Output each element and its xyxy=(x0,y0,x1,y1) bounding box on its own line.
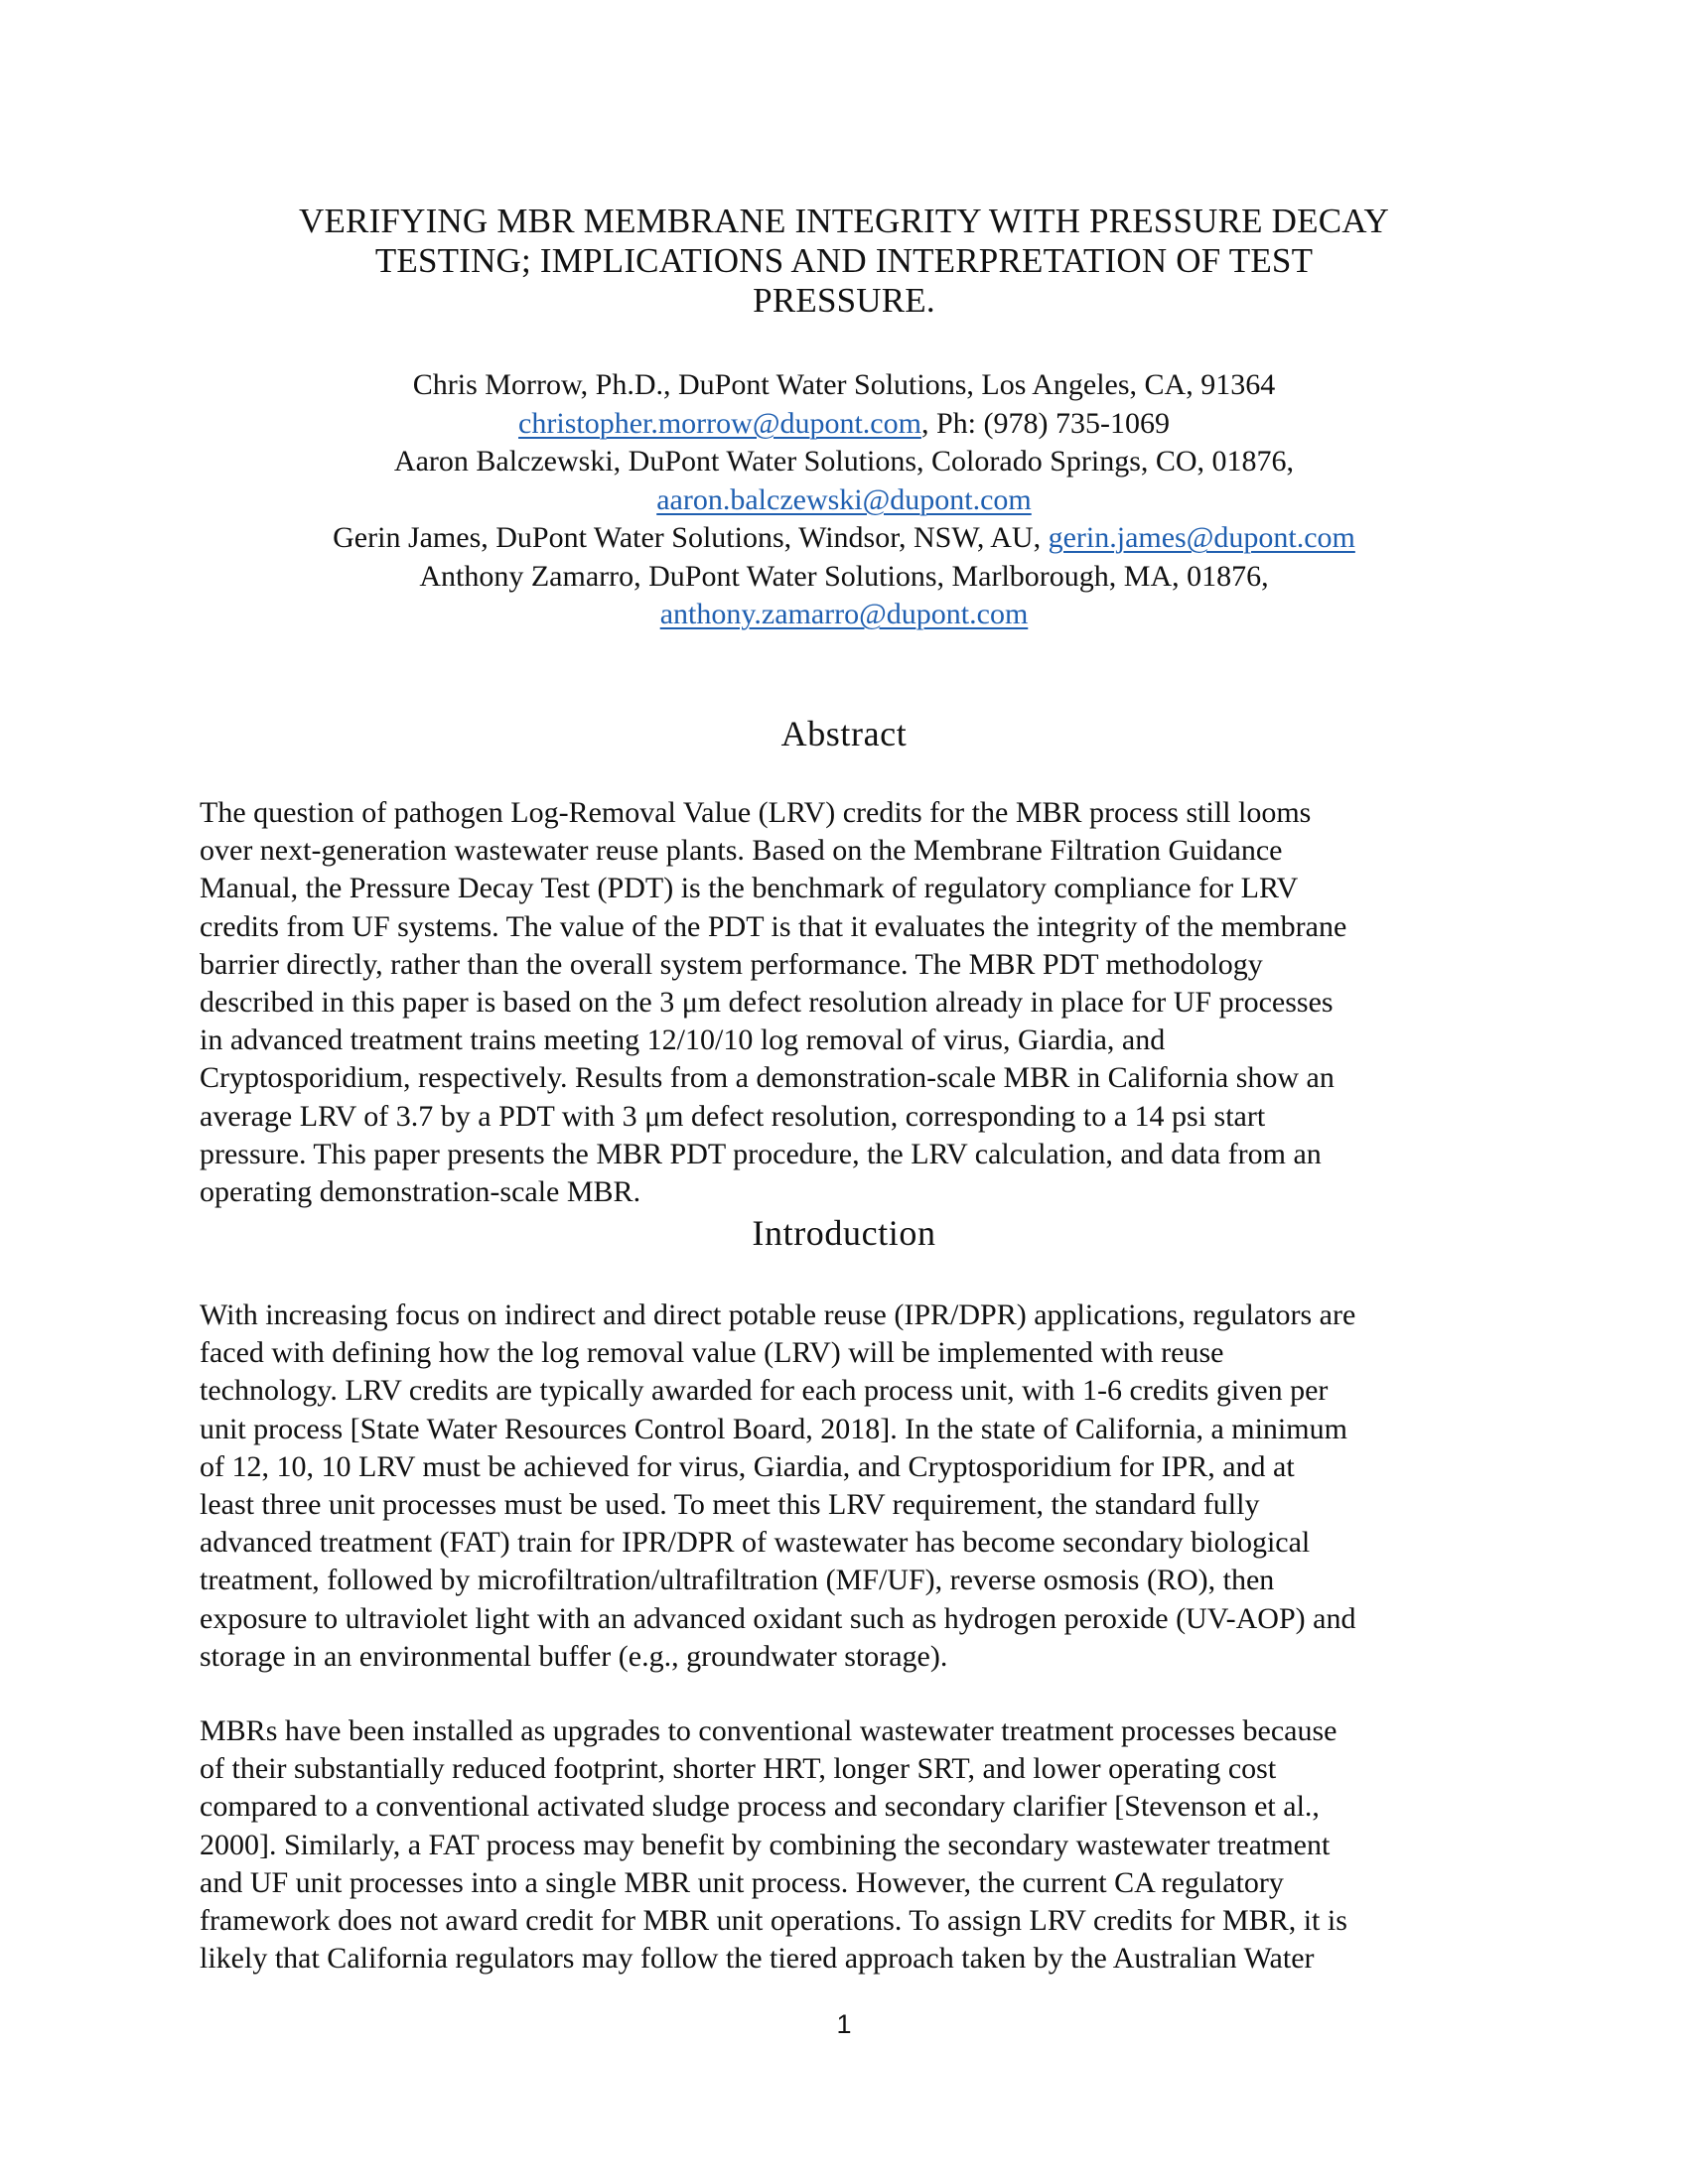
author-affiliation-text: Anthony Zamarro, DuPont Water Solutions, Marlborough, MA, 01876, xyxy=(419,559,1269,593)
author-email-link[interactable]: gerin.james@dupont.com xyxy=(1048,521,1355,554)
abstract-line: credits from UF systems. The value of the PDT is that it evaluates the integrity of the membrane xyxy=(200,909,1347,943)
title-line: TESTING; IMPLICATIONS AND INTERPRETATION OF TEST xyxy=(374,241,1314,280)
abstract-line: Manual, the Pressure Decay Test (PDT) is the benchmark of regulatory compliance for LRV xyxy=(200,872,1299,905)
author-line xyxy=(149,366,1539,405)
author-email-link[interactable]: aaron.balczewski@dupont.com xyxy=(656,482,1032,516)
author-affiliation-text: Chris Morrow, Ph.D., DuPont Water Solutions, Los Angeles, CA, 91364 xyxy=(412,368,1276,401)
abstract-line: The question of pathogen Log-Removal Value (LRV) credits for the MBR process still looms xyxy=(200,796,1312,829)
paragraph-line: advanced treatment (FAT) train for IPR/DPR of wastewater has become secondary biological xyxy=(200,1526,1311,1560)
paragraph-line: unit process [State Water Resources Control Board, 2018]. In the state of California, a minimum xyxy=(200,1412,1347,1445)
paragraph-line: With increasing focus on indirect and direct potable reuse (IPR/DPR) applications, regulators are xyxy=(200,1298,1356,1331)
author-line xyxy=(149,443,1539,481)
paper-title xyxy=(149,202,1539,321)
abstract-line: over next-generation wastewater reuse plants. Based on the Membrane Filtration Guidance xyxy=(200,834,1283,868)
abstract-line: pressure. This paper presents the MBR PDT procedure, the LRV calculation, and data from an xyxy=(200,1137,1322,1170)
abstract-line: Cryptosporidium, respectively. Results from a demonstration-scale MBR in California show an xyxy=(200,1061,1335,1095)
author-email-link[interactable]: christopher.morrow@dupont.com xyxy=(518,406,921,440)
paragraph-line: faced with defining how the log removal value (LRV) will be implemented with reuse xyxy=(200,1336,1224,1370)
author-line xyxy=(149,405,1539,444)
paragraph-line: exposure to ultraviolet light with an advanced oxidant such as hydrogen peroxide (UV-AOP) and xyxy=(200,1601,1356,1635)
abstract-line: in advanced treatment trains meeting 12/10/10 log removal of virus, Giardia, and xyxy=(200,1024,1166,1057)
paragraph-line: technology. LRV credits are typically awarded for each process unit, with 1-6 credits given per xyxy=(200,1374,1329,1408)
paragraph-line: and UF unit processes into a single MBR unit process. However, the current CA regulatory xyxy=(200,1865,1284,1899)
paragraph-line: storage in an environmental buffer (e.g., groundwater storage). xyxy=(200,1639,948,1673)
introduction-heading: Introduction xyxy=(752,1213,936,1253)
paragraph-line: framework does not award credit for MBR unit operations. To assign LRV credits for MBR, it is xyxy=(200,1904,1347,1938)
page-number: 1 xyxy=(836,2009,852,2039)
author-line xyxy=(149,558,1539,597)
title-line: VERIFYING MBR MEMBRANE INTEGRITY WITH PRESSURE DECAY xyxy=(298,202,1390,240)
paragraph-line: least three unit processes must be used. To meet this LRV requirement, the standard fully xyxy=(200,1488,1260,1522)
author-affiliation-text: , Ph: (978) 735-1069 xyxy=(920,406,1170,440)
paragraph-line: likely that California regulators may follow the tiered approach taken by the Australian Water xyxy=(200,1942,1315,1976)
abstract-heading: Abstract xyxy=(780,714,908,753)
paragraph-line: of their substantially reduced footprint, shorter HRT, longer SRT, and lower operating cost xyxy=(200,1752,1277,1786)
author-email-link[interactable]: anthony.zamarro@dupont.com xyxy=(659,598,1029,630)
abstract-line: barrier directly, rather than the overall system performance. The MBR PDT methodology xyxy=(200,947,1263,981)
paragraph-line: MBRs have been installed as upgrades to conventional wastewater treatment processes because xyxy=(200,1714,1337,1747)
author-line xyxy=(149,519,1539,558)
author-block xyxy=(149,366,1539,634)
author-line xyxy=(149,481,1539,520)
paragraph-line: of 12, 10, 10 LRV must be achieved for virus, Giardia, and Cryptosporidium for IPR, and at xyxy=(200,1449,1295,1483)
paragraph-line: compared to a conventional activated sludge process and secondary clarifier [Stevenson et al., xyxy=(200,1790,1320,1824)
author-line xyxy=(149,596,1539,634)
abstract-line: average LRV of 3.7 by a PDT with 3 μm defect resolution, corresponding to a 14 psi start xyxy=(200,1099,1266,1133)
abstract-body xyxy=(200,794,1510,1211)
paragraph-line: 2000]. Similarly, a FAT process may benefit by combining the secondary wastewater treatment xyxy=(200,1828,1331,1861)
paragraph-line: treatment, followed by microfiltration/ultrafiltration (MF/UF), reverse osmosis (RO), then xyxy=(200,1564,1275,1597)
introduction-paragraph-1 xyxy=(200,1297,1510,1676)
author-affiliation-text: Gerin James, DuPont Water Solutions, Windsor, NSW, AU, xyxy=(333,521,1049,554)
introduction-paragraph-2 xyxy=(200,1712,1510,1978)
abstract-line: operating demonstration-scale MBR. xyxy=(200,1175,641,1209)
title-line: PRESSURE. xyxy=(753,281,935,320)
author-affiliation-text: Aaron Balczewski, DuPont Water Solutions, Colorado Springs, CO, 01876, xyxy=(393,445,1295,478)
abstract-line: described in this paper is based on the 3 μm defect resolution already in place for UF processes xyxy=(200,986,1334,1020)
